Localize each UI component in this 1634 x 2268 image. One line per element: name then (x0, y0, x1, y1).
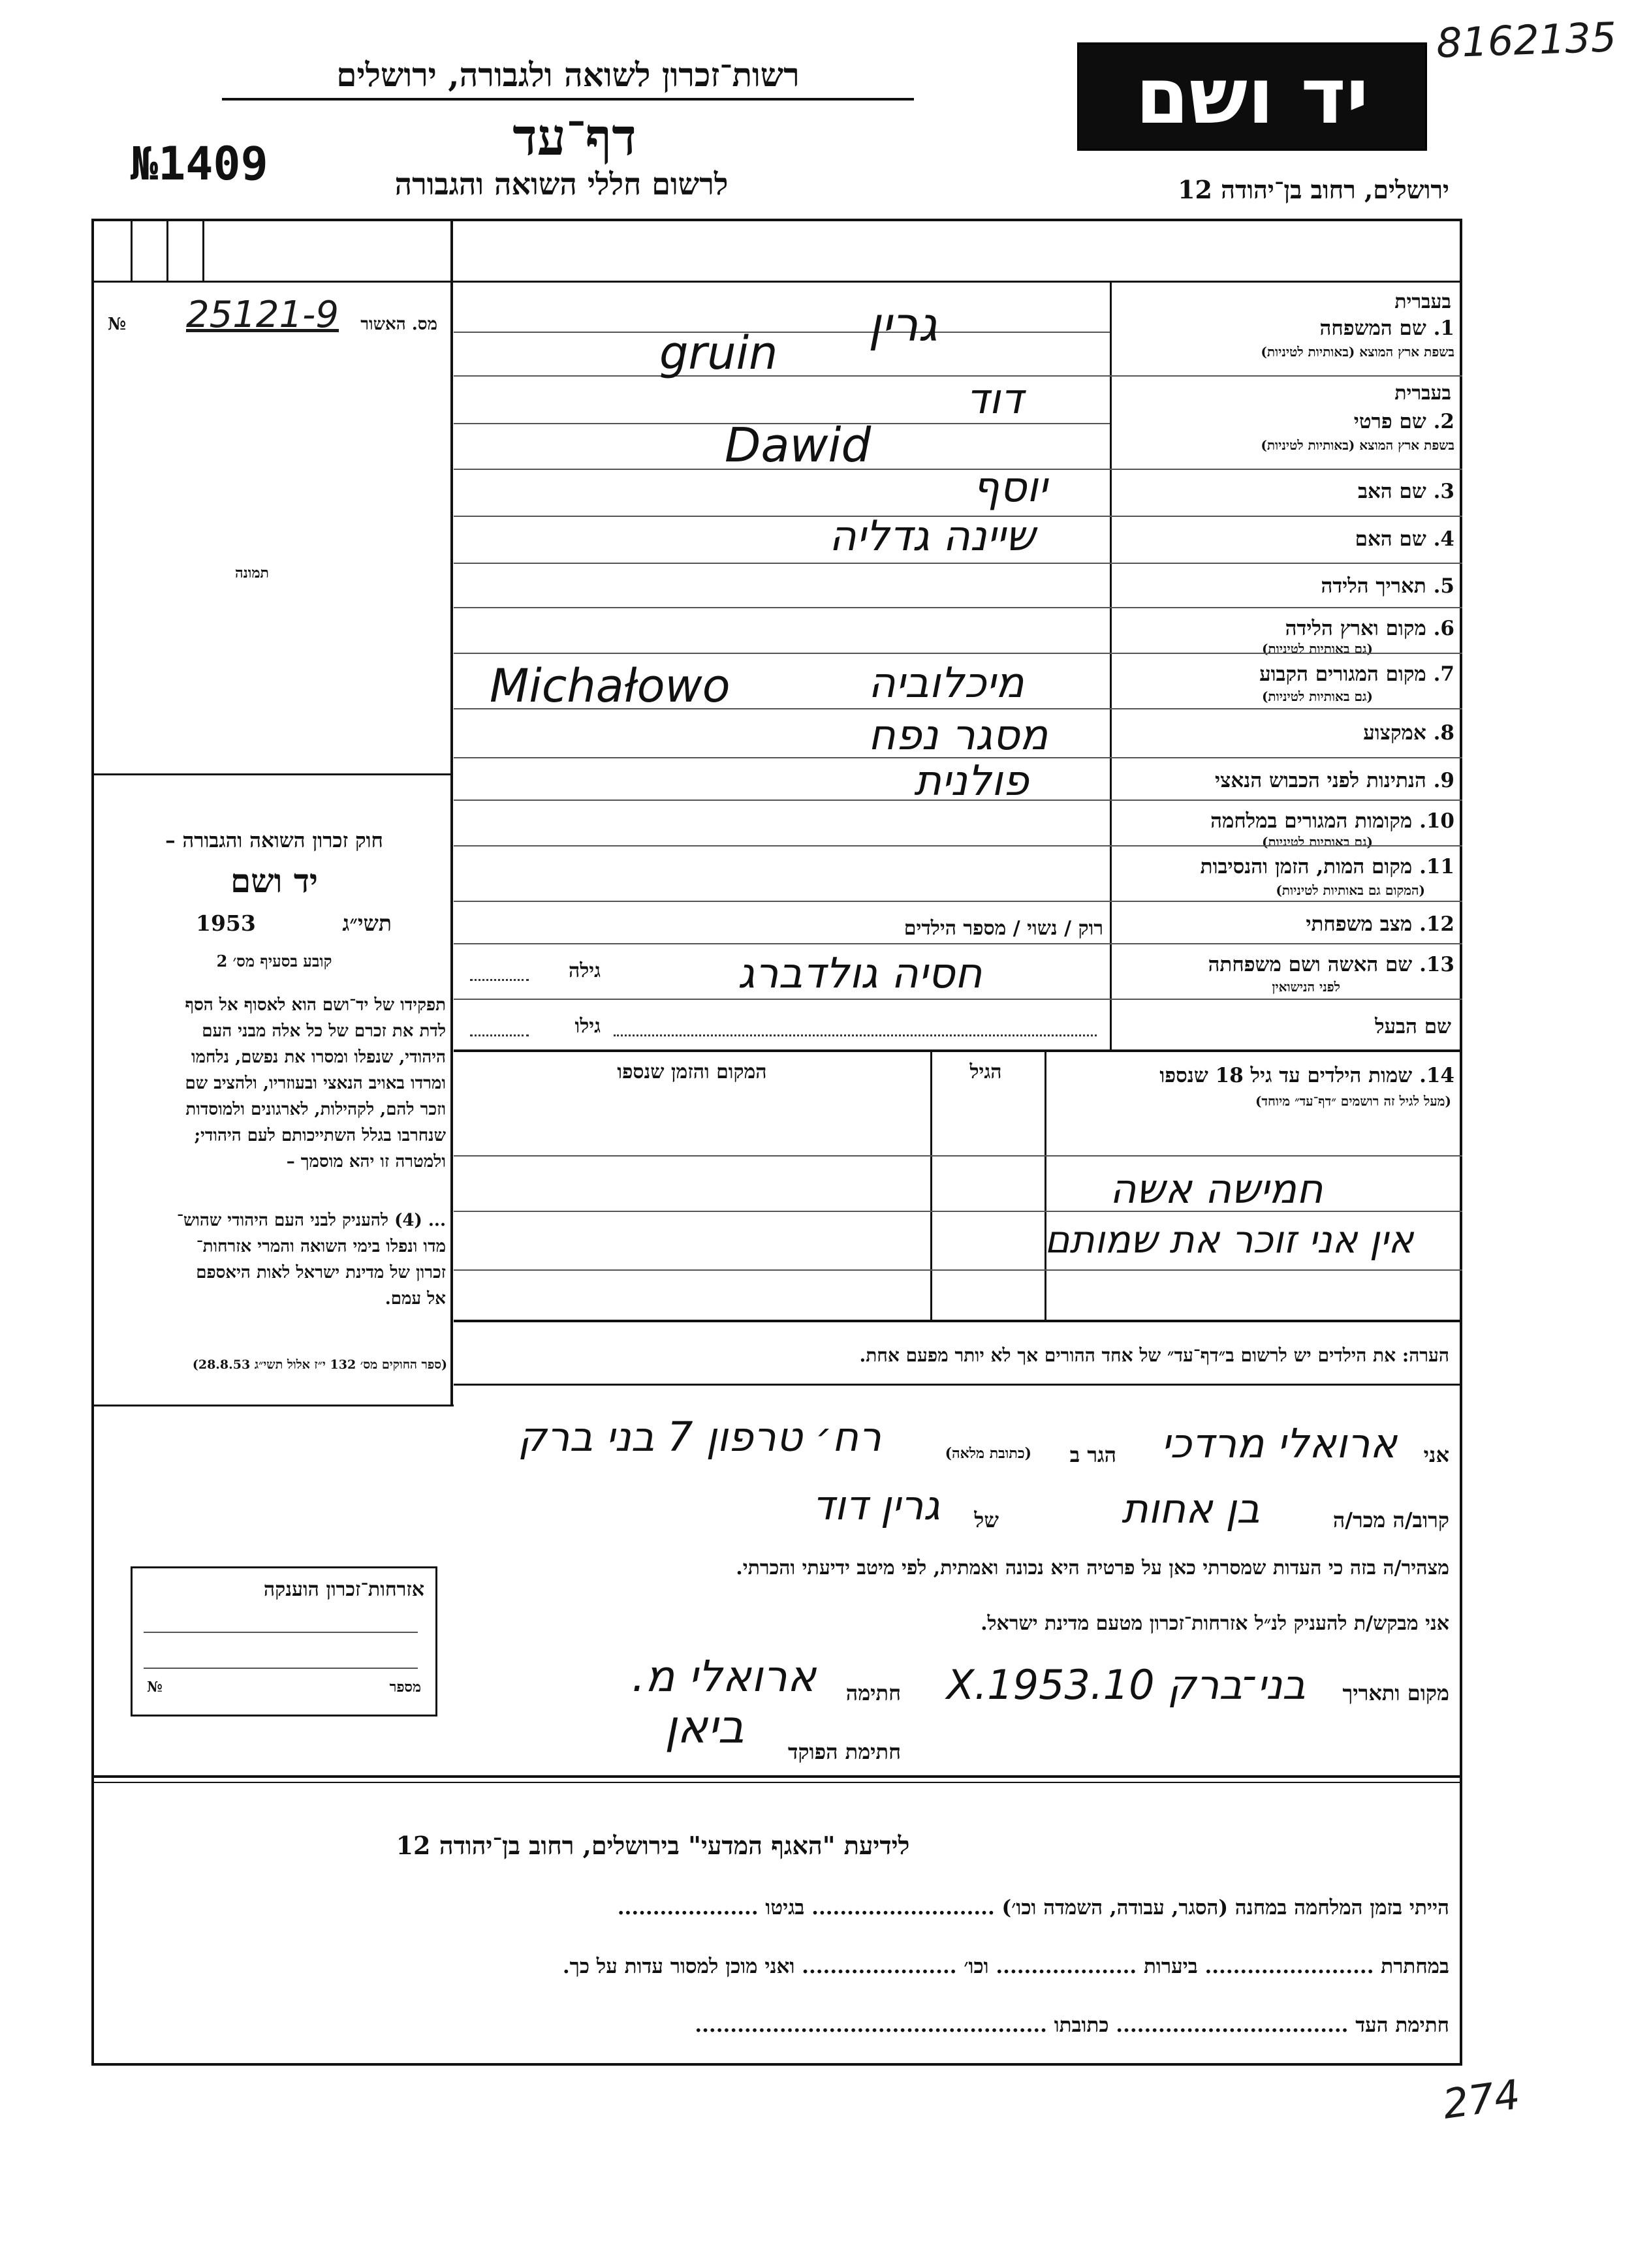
field-label-father-name (1358, 480, 1454, 503)
doc-title: דף־עד (512, 108, 636, 167)
children-row-line (454, 1269, 1462, 1271)
field-label-mother-name (1355, 527, 1454, 551)
top-left-cells-bottom (91, 281, 450, 283)
bottom-line-1: הייתי בזמן המלחמה במחנה (הסגר, עבודה, השמדה וכו׳) .......................... בגיטו .................... (617, 1896, 1449, 1919)
field-label-wartime-residence (1210, 809, 1454, 833)
certificate-line (144, 1632, 418, 1633)
law-title: חוק זכרון השואה והגבורה – (165, 829, 383, 852)
field-line (454, 653, 1462, 654)
field-label-wife-name (1208, 953, 1454, 976)
top-left-cell-divider (131, 219, 133, 281)
field-line (454, 999, 1462, 1000)
field-label: אמקצוע (1363, 721, 1426, 745)
husband-age-label: גילו (574, 1015, 601, 1038)
declare-text: מצהיר/ה בזה כי העדות שמסרתי כאן על פרטיה היא נכונה ואמתית, לפי מיטב ידיעתי והכרתי. (736, 1557, 1449, 1579)
field-num: 10. (1419, 809, 1454, 833)
bottom-section-line (91, 1775, 1462, 1778)
field-num: 4. (1433, 527, 1454, 551)
yad-vashem-logo (1077, 42, 1427, 151)
husband-name-dots (614, 1034, 1097, 1036)
resides-label: הגר ב (1069, 1442, 1116, 1467)
left-column-divider (450, 219, 453, 1406)
field-label: מקום המגורים הקבוע (1259, 662, 1426, 686)
law-line: לדת את זכרם של כל אלה מבני העם (202, 1021, 446, 1041)
field-sublabel: בשפת ארץ המוצא (באותיות לטיניות) (1261, 344, 1454, 360)
field-label: מקום וארץ הלידה (1285, 617, 1426, 640)
field-num: 6. (1433, 617, 1454, 640)
page-number: 274 (1439, 2070, 1523, 2128)
field-sublabel: (גם באותיות לטיניות) (1261, 834, 1373, 850)
residence-lat: Michałowo (490, 659, 731, 713)
law-line: אל עמם. (385, 1289, 446, 1309)
law-line: וזכר להם, לקהילות, לארגונים ולמוסדות (185, 1100, 446, 1119)
field-label: שם המשפחה (1319, 317, 1426, 340)
field-label-residence (1259, 662, 1454, 686)
field-num: 7. (1433, 662, 1454, 686)
lang-label-1: בעברית (1394, 290, 1451, 313)
certificate-no-sign: № (147, 1679, 163, 1696)
law-year-row (196, 910, 392, 937)
approval-number-block (108, 294, 437, 339)
field-sublabel: לפני הנישואין (1272, 979, 1340, 995)
field-line (454, 469, 1462, 470)
approval-label: מס. האשור (360, 315, 437, 334)
relation-value: בן אחות (1121, 1485, 1260, 1532)
field-label-first-name (1354, 410, 1454, 433)
family-name-lat: gruin (659, 326, 778, 380)
law-box-top (91, 773, 450, 775)
field-num: 11. (1419, 855, 1454, 878)
family-name-he: גרין (868, 297, 938, 352)
approval-no-sign: № (108, 315, 127, 334)
top-left-cell-divider (166, 219, 168, 281)
field-label-family-name (1320, 317, 1454, 340)
note: הערה: את הילדים יש לרשום ב״דף־עד״ של אחד ההורים אך לא יותר מפעם אחת. (859, 1344, 1449, 1366)
place-date-value: בני־ברק 10.X.1953 (946, 1661, 1306, 1709)
law-line: ... (4) להעניק לבני העם היהודי שהוש־ (176, 1211, 446, 1230)
field-label: שם האם (1355, 527, 1426, 551)
field-label: שם האשה ושם משפחתה (1208, 953, 1413, 976)
children-label (1159, 1064, 1454, 1087)
law-line: מדו ונפלו בימי השואה והמרי אזרחות־ (196, 1237, 446, 1256)
field-line (454, 943, 1462, 944)
lang-label-2: בעברית (1394, 382, 1451, 405)
law-clause: קובע בסעיף מס׳ 2 (216, 952, 332, 971)
certificate-number-label: מספר (389, 1679, 421, 1696)
full-address-label: (כתובת מלאה) (945, 1445, 1031, 1462)
law-text-2 (97, 1207, 446, 1312)
relative-label: קרוב/ה מכר/ה (1332, 1508, 1449, 1532)
wife-age-dots (470, 979, 529, 981)
section-line (454, 1320, 1462, 1322)
section-line (454, 1049, 1462, 1052)
bottom-line-3: חתימת העד ................................. כתובתו .................................................. (695, 2013, 1449, 2037)
field-line (454, 607, 1462, 608)
field-label-birth-date (1321, 574, 1454, 598)
wife-name-value: חסיה גולדברג (738, 950, 982, 998)
field-line (454, 901, 1462, 902)
field-label: שם פרטי (1353, 410, 1426, 433)
field-label: שם האב (1358, 480, 1426, 503)
husband-age-dots (470, 1034, 529, 1036)
first-name-he: דוד (966, 375, 1024, 424)
field-num: 1. (1433, 317, 1454, 340)
marital-options: רוק / נשוי / מספר הילדים (903, 917, 1103, 940)
father-name-value: יוסף (973, 463, 1048, 512)
top-left-cell-divider (202, 219, 204, 281)
certificate-line (144, 1668, 418, 1669)
children-place-header: המקום והזמן שנספו (617, 1061, 767, 1083)
approval-value: 25121-9 (186, 294, 339, 336)
law-line: זכרון של מדינת ישראל לאות היאספם (196, 1263, 446, 1282)
address: ירושלים, רחוב בן־יהודה 12 (1178, 175, 1449, 204)
address-value: רח׳ טרפון 7 בני ברק (518, 1413, 881, 1461)
field-num: 12. (1419, 912, 1454, 936)
authority-title: רשות־זכרון לשואה ולגבורה, ירושלים (336, 55, 800, 94)
clerk-signature: ביאן (665, 1700, 744, 1754)
section-line (454, 1384, 1462, 1386)
authority-title-underline (222, 98, 914, 101)
first-name-lat: Dawid (725, 418, 872, 473)
declaration-line-1 (470, 1413, 1449, 1475)
children-row-line (454, 1155, 1462, 1157)
field-line (454, 845, 1462, 847)
residence-he: מיכלוביה (868, 659, 1024, 707)
field-line (454, 332, 1110, 333)
children-col-divider (930, 1052, 932, 1320)
field-line (454, 563, 1462, 564)
field-sublabel: (גם באותיות לטיניות) (1261, 641, 1373, 657)
field-label-profession (1363, 721, 1454, 745)
child-entry: אין אני זוכר את שמותם (1045, 1217, 1414, 1262)
field-label: מקומות המגורים במלחמה (1210, 809, 1413, 833)
bottom-line-2: במחתרת ........................ ביערות .................... וכו׳ ...................... ואני מוכן למסור עדות על כך. (562, 1955, 1449, 1978)
request-text: אני מבקש/ת להעניק לנ״ל אזרחות־זכרון מטעם מדינת ישראל. (981, 1612, 1449, 1635)
field-label-citizenship (1215, 769, 1454, 792)
logo-text: יד ושם (1135, 51, 1369, 141)
signature-label: חתימה (845, 1681, 901, 1705)
witness-name: ארואלי מרדכי (1161, 1420, 1397, 1467)
children-age-header: הגיל (969, 1061, 1002, 1083)
law-line: היהודי, שנפלו ומסרו את נפשם, נלחמו (191, 1048, 446, 1067)
law-year: 1953 (196, 910, 256, 936)
stamp-number: №1409 (131, 137, 268, 191)
field-num: 9. (1433, 769, 1454, 792)
declaration-line-2 (470, 1482, 1449, 1540)
field-label-marital (1306, 912, 1454, 936)
field-label: מצב משפחתי (1306, 912, 1413, 936)
field-num: 14. (1419, 1064, 1454, 1087)
citizenship-value: פולנית (914, 757, 1029, 805)
husband-label: שם הבעל (1375, 1015, 1451, 1038)
field-sublabel: (המקום גם באותיות לטיניות) (1276, 882, 1425, 898)
declaration-line-sign (470, 1651, 1449, 1717)
photo-label: תמונה (235, 565, 269, 582)
of-label: של (974, 1508, 999, 1532)
children-col-divider (1045, 1052, 1046, 1320)
doc-subtitle: לרשום חללי השואה והגבורה (394, 166, 729, 202)
signature-value: ארואלי מ. (631, 1651, 816, 1701)
field-num: 2. (1433, 410, 1454, 433)
of-value: גרין דוד (812, 1482, 940, 1529)
field-label: שמות הילדים עד גיל 18 שנספו (1159, 1064, 1413, 1087)
field-label: מקום המות, הזמן והנסיבות (1200, 855, 1413, 878)
field-label-birth-place (1285, 617, 1454, 640)
law-line: ולמטרה זו יהא מוסמך – (286, 1152, 446, 1172)
law-text-1 (97, 992, 446, 1175)
certificate-title: אזרחות־זכרון הוענקה (263, 1578, 424, 1601)
field-num: 3. (1433, 480, 1454, 503)
top-band-line (450, 281, 1462, 283)
child-entry: חמישה אשה (1110, 1165, 1323, 1213)
field-num: 8. (1433, 721, 1454, 745)
field-line (454, 375, 1462, 377)
field-label: תאריך הלידה (1321, 574, 1426, 598)
field-sublabel: בשפת ארץ המוצא (באותיות לטיניות) (1261, 437, 1454, 453)
mother-name-value: שיינה גדליה (829, 512, 1035, 561)
children-sublabel: (מעל לגיל זה רושמים ״דף־עד״ מיוחד) (1255, 1093, 1451, 1109)
law-line: תפקידו של יד־ושם הוא לאסוף אל הסף (185, 995, 446, 1015)
bottom-title: לידיעת "האגף המדעי" בירושלים, רחוב בן־יהודה 12 (396, 1831, 910, 1860)
field-label-death-place (1201, 855, 1454, 878)
field-label: הנתינות לפני הכבוש הנאצי (1215, 769, 1426, 792)
law-ref: (ספר החוקים מס׳ 132 י״ז אלול תשי״ג 28.8.53) (192, 1358, 447, 1372)
field-num: 13. (1419, 953, 1454, 976)
clerk-label: חתימת הפוקד (788, 1739, 901, 1764)
corner-handwritten-number: 8162135 (1435, 13, 1618, 67)
wife-age-label: גילה (568, 959, 601, 982)
law-line: ומרדו באויב הנאצי ובעוזריו, ולהציב שם (185, 1074, 446, 1093)
place-date-label: מקום ותאריך (1342, 1681, 1449, 1705)
field-sublabel: (גם באותיות לטיניות) (1261, 689, 1373, 704)
law-name: יד ושם (230, 862, 318, 900)
law-year-hebrew: תשי״ג (342, 910, 392, 936)
label-column-divider (1110, 281, 1112, 1051)
profession-value: מסגר נפח (868, 711, 1048, 760)
left-column-bottom (91, 1405, 454, 1406)
law-line: שנחרבו בגלל השתייכותם לעם היהודי; (194, 1126, 446, 1145)
declaration-line-clerk (470, 1700, 1449, 1775)
bottom-section-line (91, 1782, 1462, 1783)
field-num: 5. (1433, 574, 1454, 598)
i-label: אני (1423, 1442, 1449, 1467)
